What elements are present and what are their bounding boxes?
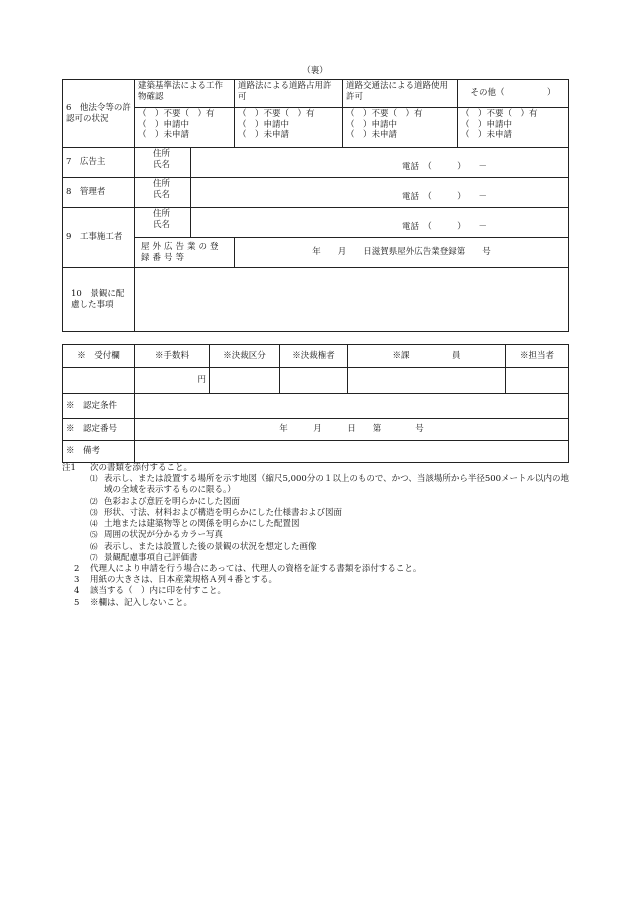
sub-text: 土地または建築物等との関係を明らかにした配置図	[104, 519, 300, 530]
decision-type-header: ※決裁区分	[210, 345, 280, 368]
office-use-table	[62, 344, 569, 463]
note-number: 2	[74, 563, 80, 574]
address-label: 住所	[153, 149, 171, 159]
note-text: 次の書類を添付すること。	[90, 463, 193, 473]
note-text: 該当する（ ）内に印を付すこと。	[90, 586, 227, 597]
note-3	[62, 575, 582, 586]
option-line[interactable]: （ ）未申請	[138, 130, 190, 141]
sub-number: ⑷	[90, 519, 98, 529]
registration-label-text: 屋外広告業の登録番号等	[141, 241, 222, 263]
fee-header: ※手数料	[135, 345, 210, 368]
reception-header: ※ 受付欄	[63, 345, 135, 368]
note-sub-item	[62, 508, 582, 519]
phone-label: 電話 （ ） －	[402, 222, 488, 232]
note-2	[62, 564, 582, 575]
note-number: 注1	[62, 463, 76, 473]
section7-field[interactable]	[135, 148, 569, 178]
condition-field[interactable]	[135, 394, 569, 419]
note-number: 3	[74, 575, 80, 586]
registration-value[interactable]: 年 月 日滋賀県屋外広告業登録第 号	[235, 238, 569, 268]
sub-text: 形状、寸法、材料および構造を明らかにした仕様書および図面	[104, 507, 343, 518]
name-label: 氏名	[153, 189, 171, 200]
note-sub-item	[62, 519, 582, 530]
note-number: 5	[74, 597, 80, 608]
option-line[interactable]: （ ）不要（ ）有	[461, 109, 538, 119]
note-4	[62, 586, 582, 597]
section6-col3-heading: 道路交通法による道路使用許可	[343, 80, 458, 108]
condition-label: ※ 認定条件	[63, 394, 135, 419]
phone-label: 電話 （ ） －	[402, 162, 488, 172]
reception-cell[interactable]	[63, 368, 135, 394]
option-line[interactable]: （ ）未申請	[238, 130, 290, 141]
approver-header: ※決裁権者	[280, 345, 348, 368]
yen-label: 円	[197, 375, 206, 386]
section6-col2-options[interactable]	[235, 108, 343, 148]
application-table	[62, 79, 569, 332]
cert-number-field[interactable]: 年 月 日 第 号	[135, 419, 569, 441]
cert-number-label: ※ 認定番号	[63, 419, 135, 441]
option-line[interactable]: （ ）申請中	[238, 119, 290, 130]
section6-col1-options[interactable]	[135, 108, 235, 148]
note-sub-item	[62, 553, 582, 564]
section6-col2-heading: 道路法による道路占用許可	[235, 80, 343, 108]
note-1	[62, 463, 582, 474]
option-line[interactable]: （ ）申請中	[346, 119, 398, 130]
fee-cell[interactable]	[135, 368, 210, 394]
sub-text: 周囲の状況が分かるカラー写真	[104, 530, 224, 541]
option-line[interactable]: （ ）不要（ ）有	[138, 109, 215, 119]
person-in-charge-header: ※担当者	[506, 345, 569, 368]
note-sub-item	[62, 497, 582, 508]
note-sub-item	[62, 474, 582, 496]
notes-section	[62, 463, 582, 609]
sub-number: ⑹	[90, 541, 98, 551]
note-text: 代理人により申請を行う場合にあっては、代理人の資格を証する書類を添付すること。	[90, 563, 422, 574]
section8-label: 8 管理者	[63, 178, 135, 208]
note-text: 用紙の大きさは、日本産業規格Ａ列４番とする。	[90, 575, 278, 586]
section9-field[interactable]	[135, 208, 569, 238]
address-label: 住所	[153, 209, 171, 219]
staff-cell[interactable]	[348, 368, 506, 394]
remarks-field[interactable]	[135, 441, 569, 463]
note-sub-item	[62, 542, 582, 553]
address-label: 住所	[153, 179, 171, 189]
note-text: ※欄は、記入しないこと。	[90, 597, 193, 608]
note-sub-item	[62, 530, 582, 541]
option-line[interactable]: （ ）不要（ ）有	[346, 109, 423, 119]
sub-number: ⑸	[90, 530, 98, 540]
note-5	[62, 598, 582, 609]
note-number: 4	[74, 586, 80, 597]
registration-label	[135, 238, 235, 268]
sub-number: ⑴	[90, 474, 98, 484]
section6-col4-heading[interactable]: その他（ ）	[458, 80, 569, 108]
section10-field[interactable]	[135, 268, 569, 332]
sub-text: 色彩および意匠を明らかにした図面	[104, 496, 241, 507]
phone-label: 電話 （ ） －	[402, 192, 488, 202]
person-in-charge-cell[interactable]	[506, 368, 569, 394]
remarks-label: ※ 備考	[63, 441, 135, 463]
section8-field[interactable]	[135, 178, 569, 208]
section6-label-text: 6 他法令等の許認可の状況	[66, 102, 131, 124]
option-line[interactable]: （ ）未申請	[461, 130, 513, 141]
sub-number: ⑺	[90, 552, 98, 562]
staff-header: ※課 員	[348, 345, 506, 368]
page-title: （裏）	[302, 66, 328, 76]
approver-cell[interactable]	[280, 368, 348, 394]
section6-col4-options[interactable]	[458, 108, 569, 148]
name-label: 氏名	[153, 219, 171, 230]
section6-label	[63, 80, 135, 148]
section7-label: 7 広告主	[63, 148, 135, 178]
decision-type-cell[interactable]	[210, 368, 280, 394]
section6-col1-heading: 建築基準法による工作物確認	[135, 80, 235, 108]
name-label: 氏名	[153, 159, 171, 170]
option-line[interactable]: （ ）申請中	[138, 119, 190, 130]
section10-label: 10 景観に配慮した事項	[63, 268, 135, 332]
sub-text: 表示し、または設置した後の景観の状況を想定した画像	[104, 541, 317, 552]
sub-number: ⑶	[90, 507, 98, 517]
option-line[interactable]: （ ）申請中	[461, 119, 513, 130]
option-line[interactable]: （ ）不要（ ）有	[238, 109, 315, 119]
section9-label: 9 工事施工者	[63, 208, 135, 268]
sub-text: 表示し、または設置する場所を示す地図（縮尺5,000分の１以上のもので、かつ、当該場所から半径500メートル以内の地域の全域を表示するものに限る。）	[104, 474, 570, 496]
sub-text: 景観配慮事項自己評価書	[104, 552, 198, 563]
sub-number: ⑵	[90, 496, 98, 506]
option-line[interactable]: （ ）未申請	[346, 130, 398, 141]
section6-col3-options[interactable]	[343, 108, 458, 148]
